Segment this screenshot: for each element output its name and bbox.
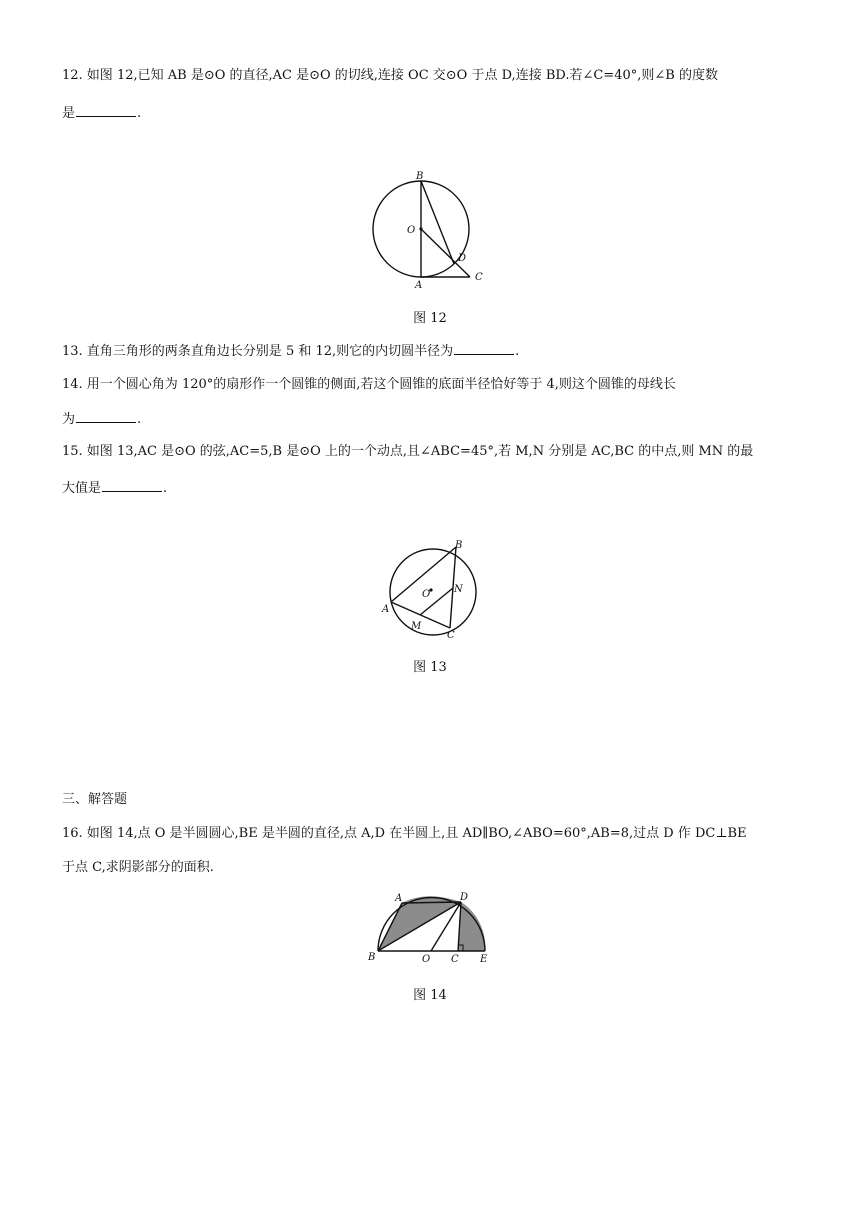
fig12-label-A: A [415,280,423,291]
q15-answer-blank [102,477,162,492]
caption-figure-13: 图 13 [413,660,447,675]
q13-text: 13. 直角三角形的两条直角边长分别是 5 和 12,则它的内切圆半径为 [62,344,454,359]
caption-figure-14: 图 14 [413,988,447,1003]
q12-line2 [62,102,141,124]
figure-12 [360,165,500,295]
fig12-segment-BD [421,181,454,264]
q12-line2-suffix: . [137,106,142,121]
q12-line1: 12. 如图 12,已知 AB 是⊙O 的直径,AC 是⊙O 的切线,连接 OC 交⊙O 于点 D,连接 BD.若∠C=40°,则∠B 的度数 [62,68,718,83]
q15-line2-suffix: . [163,481,168,496]
q13-answer-blank [454,340,514,355]
fig12-label-O: O [407,225,416,236]
q16-line1: 16. 如图 14,点 O 是半圆圆心,BE 是半圆的直径,点 A,D 在半圆上,且 AD∥BO,∠ABO=60°,AB=8,过点 D 作 DC⊥BE [62,826,747,841]
q14-line1: 14. 用一个圆心角为 120°的扇形作一个圆锥的侧面,若这个圆锥的底面半径恰好等于 4,则这个圆锥的母线长 [62,377,676,392]
fig13-label-C: C [447,630,455,641]
fig14-label-C: C [451,954,459,965]
figure-14 [364,888,496,968]
fig14-label-O: O [422,954,431,965]
q12-answer-blank [76,102,136,117]
section-3-title: 三、解答题 [62,792,128,807]
figure-13 [378,538,488,648]
fig14-segment-AD [402,902,461,903]
fig12-label-C: C [475,272,483,283]
fig13-label-M: M [411,621,422,632]
q14-line2-prefix: 为 [62,412,76,427]
q15-line2-prefix: 大值是 [62,481,102,496]
fig13-label-N: N [454,584,463,595]
q14-line2 [62,408,141,430]
q12-line2-prefix: 是 [62,106,76,121]
fig13-label-B: B [455,540,463,551]
q13-suffix: . [515,344,520,359]
q16-line2: 于点 C,求阴影部分的面积. [62,860,214,875]
q14-answer-blank [76,408,136,423]
fig14-label-B: B [368,952,376,963]
caption-figure-12: 图 12 [413,311,447,326]
q15-line1: 15. 如图 13,AC 是⊙O 的弦,AC=5,B 是⊙O 上的一个动点,且∠ABC=45°,若 M,N 分别是 AC,BC 的中点,则 MN 的最 [62,444,754,459]
fig12-label-D: D [458,253,467,264]
fig14-label-A: A [395,893,403,904]
fig14-label-E: E [480,954,488,965]
fig14-shaded-region-right [458,902,485,951]
fig14-label-D: D [460,892,469,903]
fig12-label-B: B [416,171,424,182]
fig13-label-A: A [382,604,390,615]
q14-line2-suffix: . [137,412,142,427]
fig13-label-O: O [422,589,431,600]
q15-line2 [62,477,167,499]
fig12-center-dot [419,227,422,230]
q13-line [62,340,519,362]
